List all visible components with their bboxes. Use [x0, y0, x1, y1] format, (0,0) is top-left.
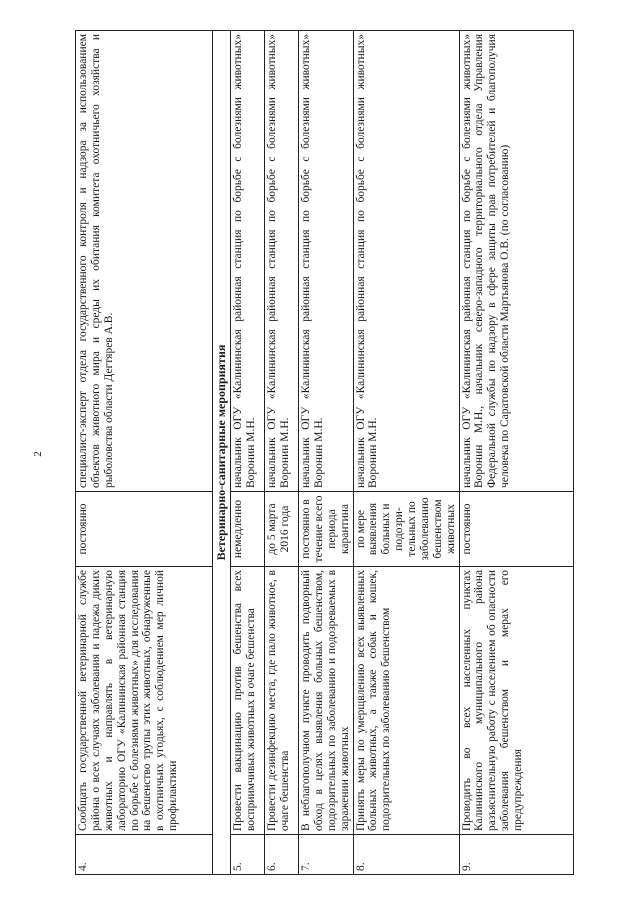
responsible-cell: начальник ОГУ «Калининская районная станция по борьбе с болезнями животных» Воронин М.Н.	[231, 31, 265, 492]
table-row	[353, 31, 459, 875]
table-row	[265, 31, 299, 875]
section-title: Ветеринарно-санитарные мероприятия	[213, 31, 231, 875]
term-cell: постоянно	[76, 492, 213, 567]
term-cell: до 5 марта 2016 года	[265, 492, 299, 567]
responsible-cell: начальник ОГУ «Калининская районная станция по борьбе с болезнями животных» Воронин М.Н., начальник северо-западного территориального отдела Управления Федеральной службы по надзору в сфере защиты прав потребителей и благополучия человека по Саратовской области Мартьянова О.В. (по согласованию)	[459, 31, 573, 492]
action-cell: В неблагополучном пункте проводить подворный обход в целях выявления больных бешенством, подозрительных по заболеванию и подозреваемых в заражении животных	[299, 567, 354, 835]
responsible-cell: начальник ОГУ «Калининская районная станция по борьбе с болезнями животных» Воронин М.Н.	[265, 31, 299, 492]
row-number: 7.	[299, 835, 354, 875]
action-cell: Провести вакцинацию против бешенства всех восприимчивых животных в очаге бешенства	[231, 567, 265, 835]
action-cell: Проводить во всех населенных пунктах Калининского муниципального района разъяснительную работу с населением об опасности заболевания бешенством и мерах его предупреждения	[459, 567, 573, 835]
responsible-cell: специалист-эксперт отдела государственного контроля и надзора за использованием объектов животного мира и среды их обитания комитета охотничьего хозяйства и рыболовства области Дегтярев А.В.	[76, 31, 213, 492]
section-header-row	[213, 31, 231, 875]
row-number: 8.	[353, 835, 459, 875]
table-row	[76, 31, 213, 875]
term-cell: немедленно	[231, 492, 265, 567]
action-cell: Сообщать государственной ветеринарной службе района о всех случаях заболевания и падежа диких животных и направлять в ветеринарную лабораторию ОГУ «Калининская районная станция по борьбе с болезнями животных» для исследования на бешенство трупы этих животных, обнаруженные в охотничьих угодьях, с соблюдением мер личной профилактики	[76, 567, 213, 835]
term-cell: постоянно	[459, 492, 573, 567]
row-number: 4.	[76, 835, 213, 875]
term-cell: постоянно в течение всего периода карантина	[299, 492, 354, 567]
table-row	[299, 31, 354, 875]
table-row	[459, 31, 573, 875]
measures-table	[75, 30, 574, 875]
row-number: 5.	[231, 835, 265, 875]
table-row	[231, 31, 265, 875]
responsible-cell: начальник ОГУ «Калининская районная станция по борьбе с болезнями животных» Воронин М.Н.	[353, 31, 459, 492]
row-number: 6.	[265, 835, 299, 875]
page-number: 2	[31, 451, 44, 457]
responsible-cell: начальник ОГУ «Калининская районная станция по борьбе с болезнями животных» Воронин М.Н.	[299, 31, 354, 492]
row-number: 9.	[459, 835, 573, 875]
action-cell: Принять меры по умерщвлению всех выявленных больных животных, а также собак и кошек, подозрительных по заболеванию бешенством	[353, 567, 459, 835]
term-cell: по мере выявления больных и подозри-тельных по заболеванию бешенством животных	[353, 492, 459, 567]
action-cell: Провести дезинфекцию места, где пало животное, в очаге бешенства	[265, 567, 299, 835]
rotated-table-container	[75, 31, 545, 875]
